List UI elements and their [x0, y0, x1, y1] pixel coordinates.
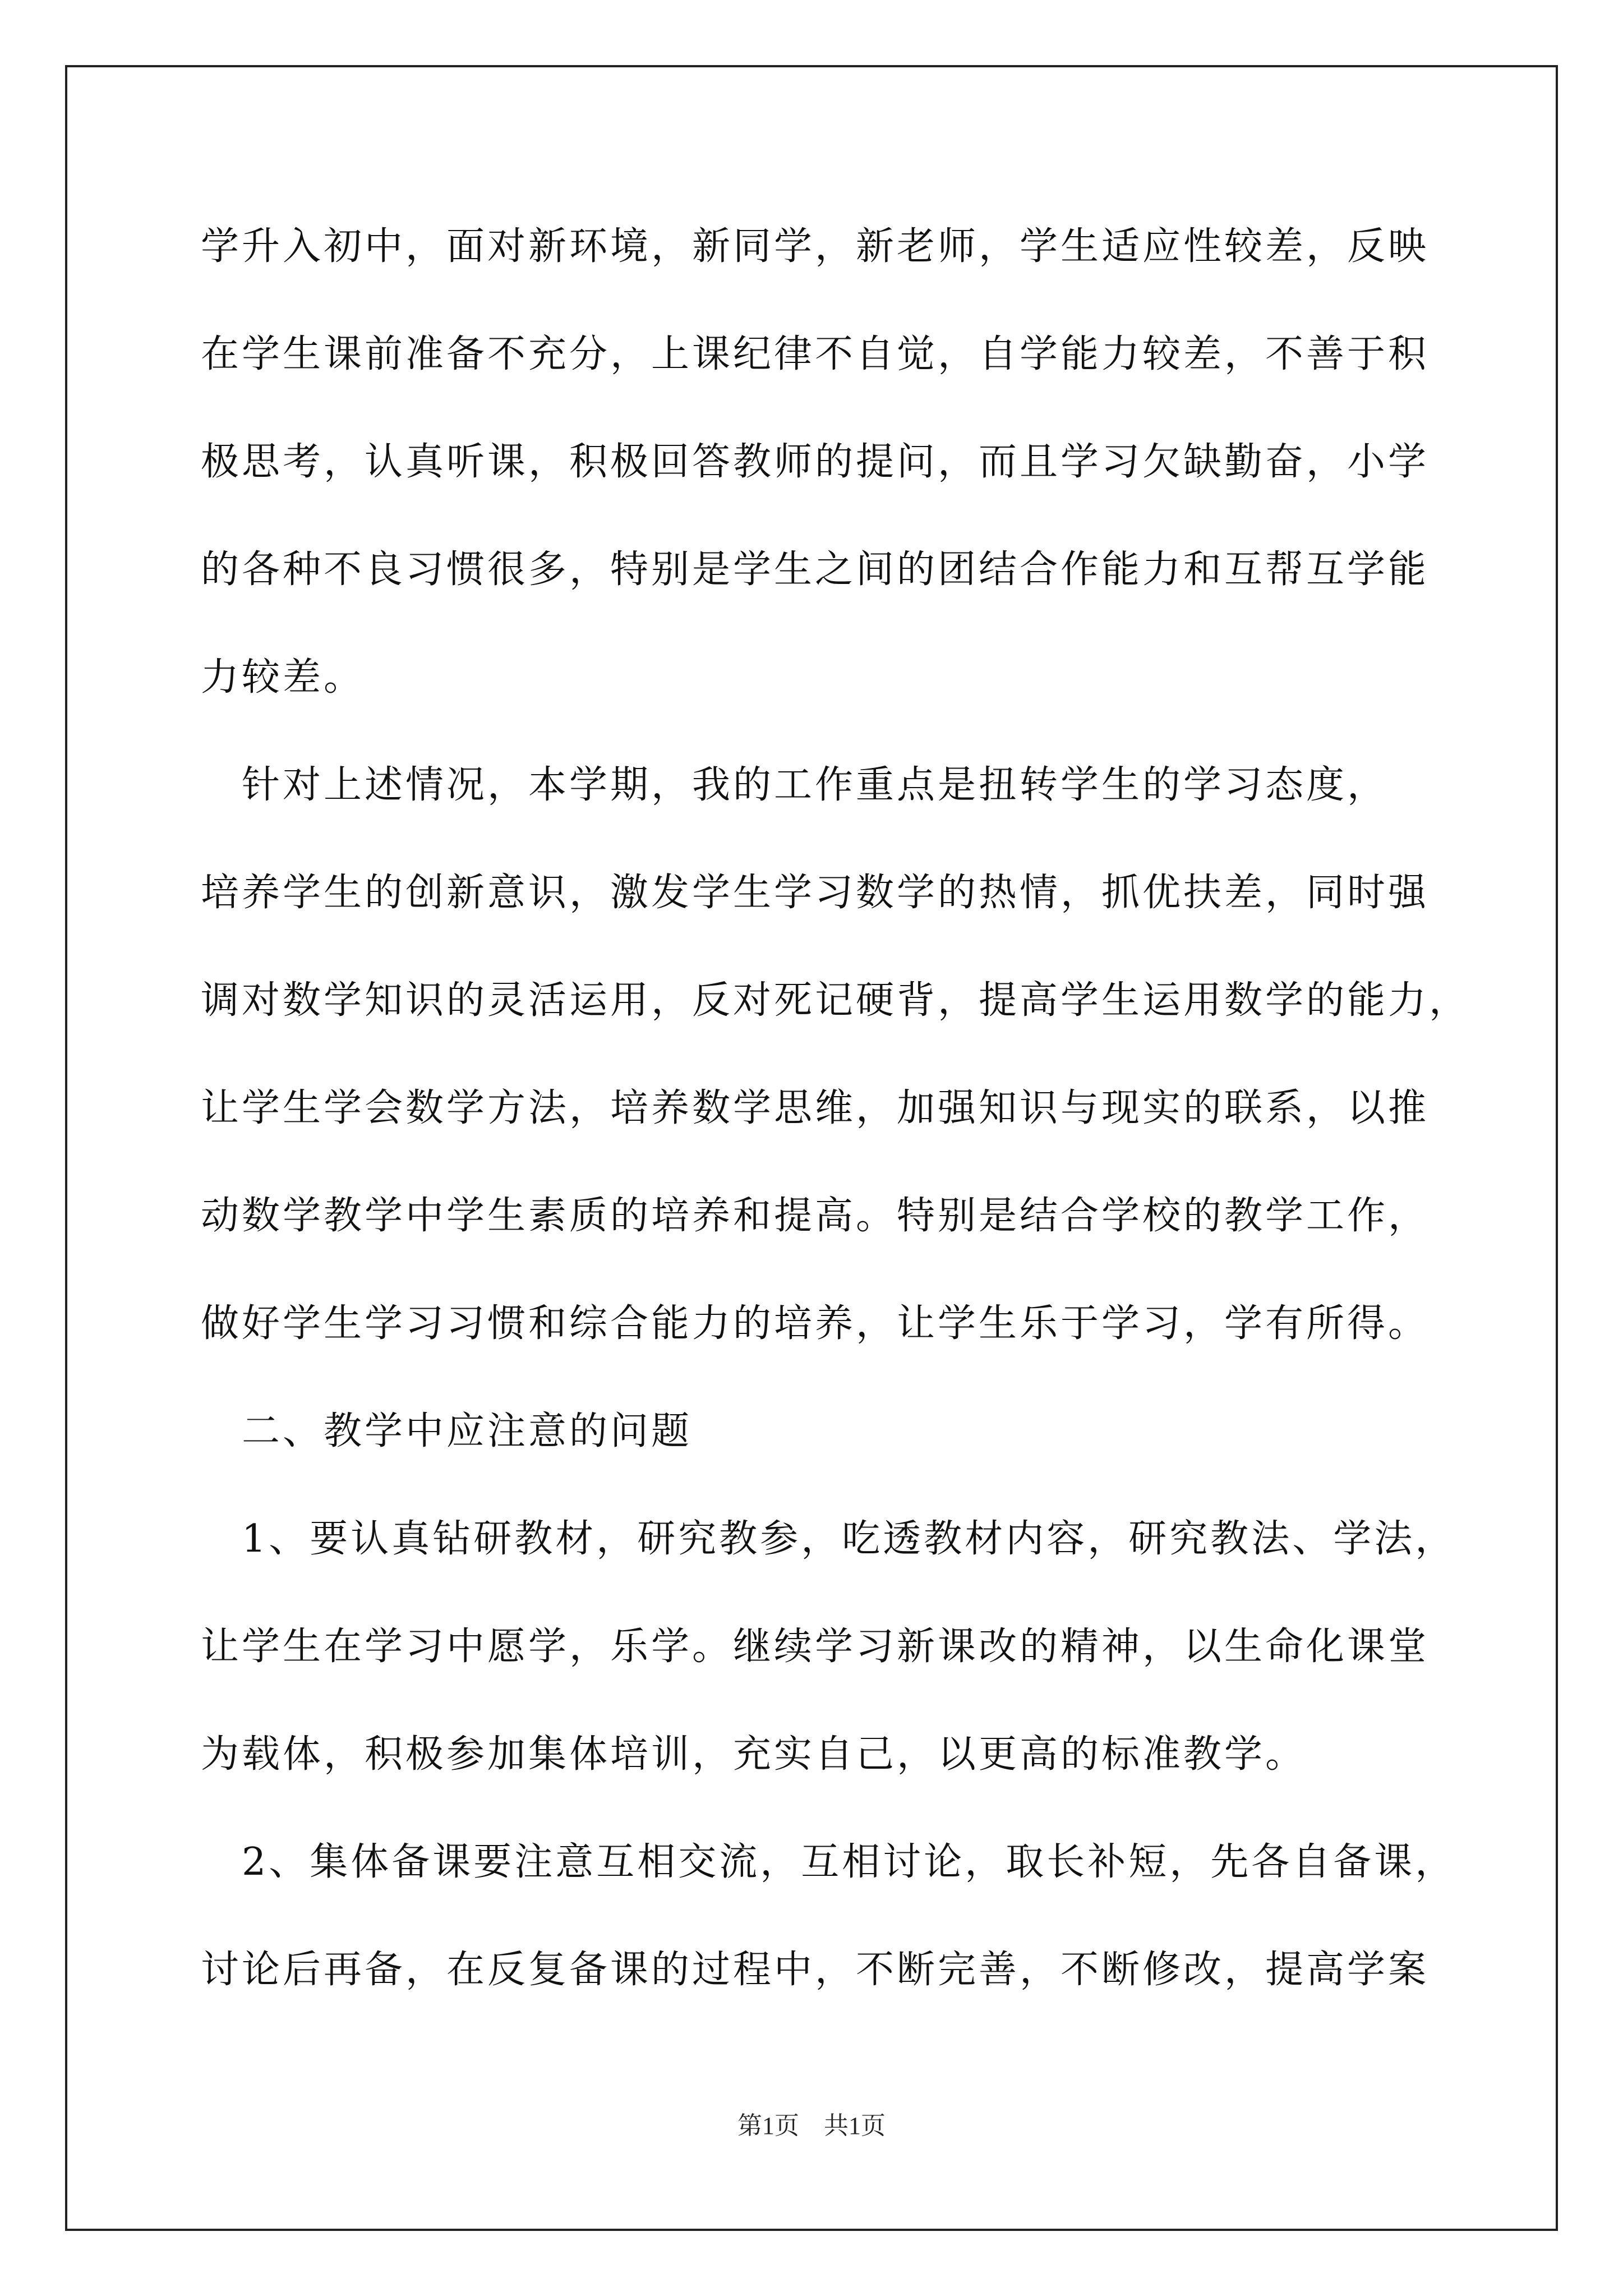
- text-line: 讨论后再备，在反复备课的过程中，不断完善，不断修改，提高学案: [201, 1948, 1430, 1992]
- text-line: 针对上述情况，本学期，我的工作重点是扭转学生的学习态度，: [201, 763, 1389, 807]
- text-line: 2、集体备课要注意互相交流，互相讨论，取长补短，先各自备课，: [201, 1840, 1456, 1884]
- text-line: 力较差。: [201, 655, 365, 700]
- text-line: 的各种不良习惯很多，特别是学生之间的团结合作能力和互帮互学能: [201, 547, 1430, 592]
- text-line: 极思考，认真听课，积极回答教师的提问，而且学习欠缺勤奋，小学: [201, 440, 1430, 484]
- text-line: 为载体，积极参加集体培训，充实自己，以更高的标准教学。: [201, 1732, 1307, 1777]
- text-line: 调对数学知识的灵活运用，反对死记硬背，提高学生运用数学的能力，: [201, 978, 1470, 1023]
- text-line: 动数学教学中学生素质的培养和提高。特别是结合学校的教学工作，: [201, 1194, 1430, 1238]
- section-heading: 二、教学中应注意的问题: [201, 1409, 693, 1453]
- page-number-footer: 第1页 共1页: [737, 2112, 886, 2139]
- text-line: 培养学生的创新意识，激发学生学习数学的热情，抓优扶差，同时强: [201, 871, 1430, 915]
- text-line: 让学生在学习中愿学，乐学。继续学习新课改的精神，以生命化课堂: [201, 1625, 1430, 1669]
- text-line: 做好学生学习习惯和综合能力的培养，让学生乐于学习，学有所得。: [201, 1301, 1430, 1346]
- text-line: 学升入初中，面对新环境，新同学，新老师，学生适应性较差，反映: [201, 224, 1430, 269]
- text-line: 1、要认真钻研教材，研究教参，吃透教材内容，研究教法、学法，: [201, 1517, 1456, 1561]
- text-line: 在学生课前准备不充分，上课纪律不自觉，自学能力较差，不善于积: [201, 332, 1430, 376]
- text-line: 让学生学会数学方法，培养数学思维，加强知识与现实的联系，以推: [201, 1086, 1430, 1130]
- page-border: [65, 65, 1558, 2231]
